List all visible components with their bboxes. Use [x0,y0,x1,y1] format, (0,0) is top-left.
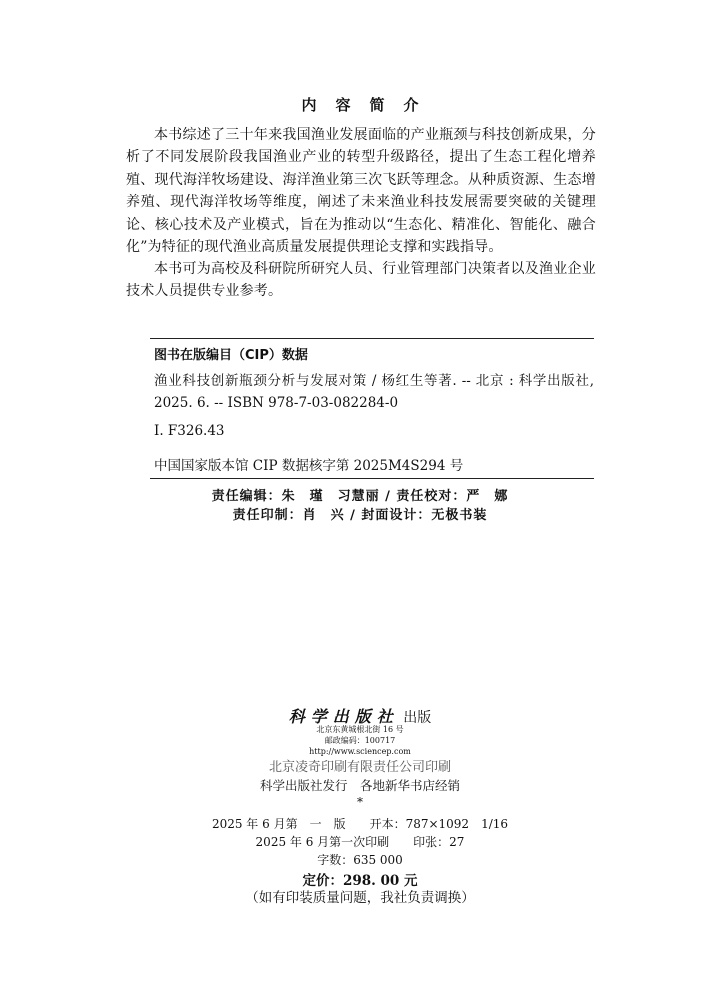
distribution-line: 科学出版社发行 各地新华书店经销 [259,778,460,793]
publisher-address: 北京东黄城根北街 16 号 [316,725,404,734]
cip-classification: Ⅰ. F326.43 [154,423,225,439]
publisher-suffix: 出版 [403,710,432,726]
cip-top-divider [150,338,594,339]
publisher-postcode: 邮政编码：100717 [324,736,396,745]
summary-title: 内容简介 [301,96,438,114]
cip-bottom-divider [150,478,594,479]
publisher-name: 科学出版社 [288,707,399,726]
printer-line: 北京凌奇印刷有限责任公司印刷 [268,760,451,775]
cip-record: 渔业科技创新瓶颈分析与发展对策 / 杨红生等著. -- 北京 : 科学出版社, 2025. 6. -- ISBN 978-7-03-082284-0 [154,373,594,411]
price: 定价：298. 00 元 [302,873,418,889]
edition-line: 2025 年 6 月第 一 版 开本：787×1092 1/16 [211,817,509,831]
publisher-website: http://www.sciencep.com [309,747,411,756]
quality-note: （如有印装质量问题，我社负责调换） [245,890,475,906]
summary-paragraph-2: 本书可为高校及科研院所研究人员、行业管理部门决策者以及渔业企业技术人员提供专业参考。 [126,261,596,300]
credits-production: 责任印制：肖 兴 / 封面设计：无极书装 [232,508,488,523]
word-count: 字数：635 000 [317,853,403,867]
summary-paragraph-1: 本书综述了三十年来我国渔业发展面临的产业瓶颈与科技创新成果，分析了不同发展阶段我国渔业产业的转型升级路径，提出了生态工程化增养殖、现代海洋牧场建设、海洋渔业第三次飞跃等理念。从种质资源、生态增养殖、现代海洋牧场等维度，阐述了未来渔业科技发展需要突破的关键理论、核心技术及产业模式，旨在为推动以“生态化、精准化、智能化、融合化”为特征的现代渔业高质量发展提供理论支撑和实践指导。 [126,127,596,256]
cip-heading: 图书在版编目（CIP）数据 [154,348,308,363]
printing-line: 2025 年 6 月第一次印刷 印张：27 [255,835,465,849]
credits-editors: 责任编辑：朱 瑾 习慧丽 / 责任校对：严 娜 [211,489,509,504]
cip-verification-number: 中国国家版本馆 CIP 数据核字第 2025M4S294 号 [154,458,464,474]
separator-star: * [357,795,363,809]
